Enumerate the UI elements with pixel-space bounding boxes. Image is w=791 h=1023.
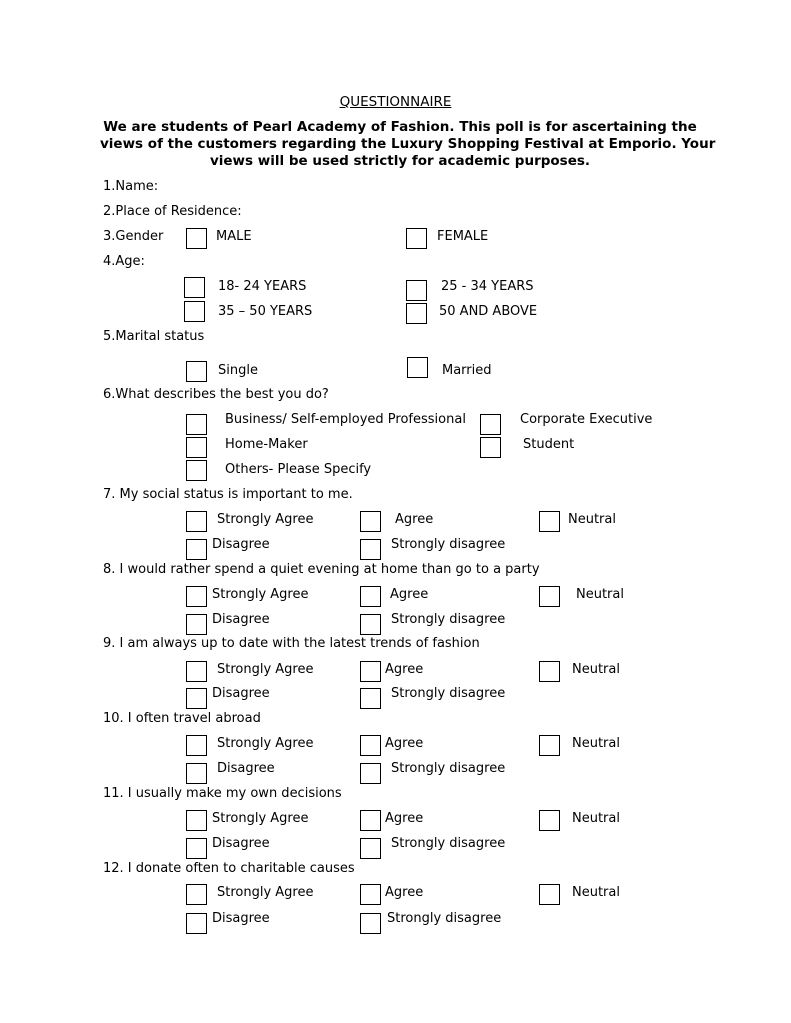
checkbox-q12-strongly-agree[interactable] (186, 884, 207, 905)
question-name-label: 1.Name: (103, 179, 159, 194)
checkbox-q9-agree[interactable] (360, 661, 381, 682)
checkbox-business[interactable] (186, 414, 207, 435)
checkbox-q8-disagree[interactable] (186, 614, 207, 635)
checkbox-q12-strongly-disagree[interactable] (360, 913, 381, 934)
checkbox-q11-neutral[interactable] (539, 810, 560, 831)
checkbox-age-35-50[interactable] (184, 301, 205, 322)
option-q11-strongly-agree: Strongly Agree (212, 811, 309, 826)
checkbox-q10-agree[interactable] (360, 735, 381, 756)
option-home-maker-label: Home-Maker (225, 437, 308, 452)
option-age-25-34-label: 25 - 34 YEARS (441, 279, 534, 294)
checkbox-age-18-24[interactable] (184, 277, 205, 298)
option-q11-disagree: Disagree (212, 836, 270, 851)
question-marital-label: 5.Marital status (103, 329, 205, 344)
option-business-label: Business/ Self-employed Professional (225, 412, 466, 427)
option-q11-agree: Agree (385, 811, 424, 826)
option-q12-disagree: Disagree (212, 911, 270, 926)
checkbox-q8-neutral[interactable] (539, 586, 560, 607)
option-q9-disagree: Disagree (212, 686, 270, 701)
checkbox-student[interactable] (480, 437, 501, 458)
option-q9-neutral: Neutral (572, 662, 620, 677)
option-married-label: Married (442, 363, 492, 378)
option-q7-disagree: Disagree (212, 537, 270, 552)
question-11-label: 11. I usually make my own decisions (103, 786, 342, 801)
checkbox-q7-disagree[interactable] (186, 539, 207, 560)
checkbox-q10-strongly-agree[interactable] (186, 735, 207, 756)
checkbox-q8-strongly-disagree[interactable] (360, 614, 381, 635)
question-occupation-label: 6.What describes the best you do? (103, 387, 329, 402)
option-q12-strongly-agree: Strongly Agree (217, 885, 314, 900)
question-12-label: 12. I donate often to charitable causes (103, 861, 355, 876)
option-q8-neutral: Neutral (576, 587, 624, 602)
option-q7-strongly-agree: Strongly Agree (217, 512, 314, 527)
checkbox-q11-strongly-disagree[interactable] (360, 838, 381, 859)
checkbox-q9-strongly-disagree[interactable] (360, 688, 381, 709)
checkbox-home-maker[interactable] (186, 437, 207, 458)
checkbox-corporate[interactable] (480, 414, 501, 435)
checkbox-q7-strongly-disagree[interactable] (360, 539, 381, 560)
checkbox-q12-disagree[interactable] (186, 913, 207, 934)
checkbox-q8-agree[interactable] (360, 586, 381, 607)
question-7-label: 7. My social status is important to me. (103, 487, 353, 502)
checkbox-q12-neutral[interactable] (539, 884, 560, 905)
intro-line: views of the customers regarding the Luxury Shopping Festival at Emporio. Your (100, 136, 716, 152)
checkbox-q7-neutral[interactable] (539, 511, 560, 532)
checkbox-q11-strongly-agree[interactable] (186, 810, 207, 831)
question-9-label: 9. I am always up to date with the latest trends of fashion (103, 636, 480, 651)
checkbox-q9-strongly-agree[interactable] (186, 661, 207, 682)
option-q10-disagree: Disagree (217, 761, 275, 776)
option-q7-agree: Agree (395, 512, 434, 527)
option-q8-strongly-disagree: Strongly disagree (391, 612, 506, 627)
question-gender-label: 3.Gender (103, 229, 164, 244)
option-q10-agree: Agree (385, 736, 424, 751)
option-age-50-above-label: 50 AND ABOVE (439, 304, 538, 319)
question-residence-label: 2.Place of Residence: (103, 204, 242, 219)
option-single-label: Single (218, 363, 258, 378)
option-q8-disagree: Disagree (212, 612, 270, 627)
option-q11-neutral: Neutral (572, 811, 620, 826)
option-q7-neutral: Neutral (568, 512, 616, 527)
checkbox-male[interactable] (186, 228, 207, 249)
question-10-label: 10. I often travel abroad (103, 711, 261, 726)
checkbox-married[interactable] (407, 357, 428, 378)
checkbox-q10-disagree[interactable] (186, 763, 207, 784)
checkbox-q9-disagree[interactable] (186, 688, 207, 709)
checkbox-q10-neutral[interactable] (539, 735, 560, 756)
option-q9-strongly-agree: Strongly Agree (217, 662, 314, 677)
option-q10-strongly-agree: Strongly Agree (217, 736, 314, 751)
checkbox-q10-strongly-disagree[interactable] (360, 763, 381, 784)
option-male-label: MALE (216, 229, 252, 244)
question-8-label: 8. I would rather spend a quiet evening at home than go to a party (103, 562, 540, 577)
option-corporate-label: Corporate Executive (520, 412, 653, 427)
checkbox-age-25-34[interactable] (406, 280, 427, 301)
checkbox-others[interactable] (186, 460, 207, 481)
option-q12-strongly-disagree: Strongly disagree (387, 911, 502, 926)
checkbox-q11-disagree[interactable] (186, 838, 207, 859)
intro-line: views will be used strictly for academic purposes. (209, 153, 591, 169)
checkbox-female[interactable] (406, 228, 427, 249)
option-q9-strongly-disagree: Strongly disagree (391, 686, 506, 701)
option-q8-strongly-agree: Strongly Agree (212, 587, 309, 602)
checkbox-q9-neutral[interactable] (539, 661, 560, 682)
option-q9-agree: Agree (385, 662, 424, 677)
option-q7-strongly-disagree: Strongly disagree (391, 537, 506, 552)
option-female-label: FEMALE (437, 229, 489, 244)
question-age-label: 4.Age: (103, 254, 145, 269)
option-q8-agree: Agree (390, 587, 429, 602)
intro-paragraph (100, 119, 716, 170)
intro-line: We are students of Pearl Academy of Fashion. This poll is for ascertaining the (103, 119, 697, 135)
option-q10-neutral: Neutral (572, 736, 620, 751)
option-q10-strongly-disagree: Strongly disagree (391, 761, 506, 776)
checkbox-q7-strongly-agree[interactable] (186, 511, 207, 532)
option-age-35-50-label: 35 – 50 YEARS (218, 304, 313, 319)
checkbox-single[interactable] (186, 361, 207, 382)
checkbox-q12-agree[interactable] (360, 884, 381, 905)
page-title: QUESTIONNAIRE (339, 94, 452, 110)
checkbox-q11-agree[interactable] (360, 810, 381, 831)
option-q12-neutral: Neutral (572, 885, 620, 900)
option-q12-agree: Agree (385, 885, 424, 900)
option-others-label: Others- Please Specify (225, 462, 372, 477)
option-q11-strongly-disagree: Strongly disagree (391, 836, 506, 851)
checkbox-q7-agree[interactable] (360, 511, 381, 532)
checkbox-age-50-above[interactable] (406, 303, 427, 324)
option-age-18-24-label: 18- 24 YEARS (218, 279, 307, 294)
checkbox-q8-strongly-agree[interactable] (186, 586, 207, 607)
option-student-label: Student (523, 437, 575, 452)
